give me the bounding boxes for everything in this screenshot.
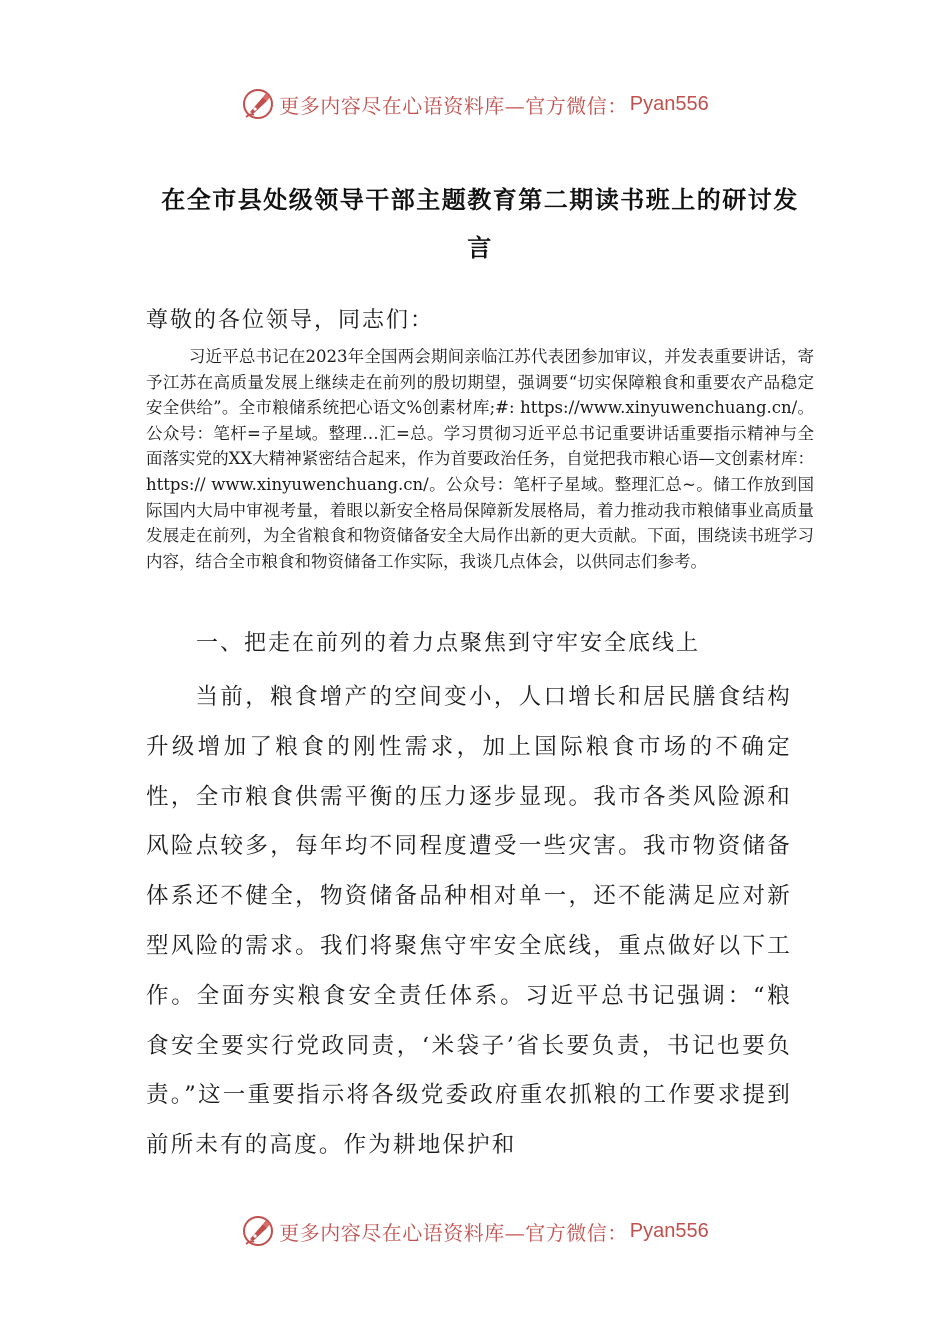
pen-nib-logo-icon (241, 87, 275, 121)
document-title: 在全市县处级领导干部主题教育第二期读书班上的研讨发言 (161, 186, 799, 262)
banner-wechat-id: Pyan556 (629, 92, 709, 115)
section-1-heading: 一、把走在前列的着力点聚焦到守牢安全底线上 (196, 631, 701, 656)
banner-text: 更多内容尽在心语资料库—官方微信： (279, 93, 628, 118)
salutation: 尊敬的各位领导，同志们： (146, 308, 435, 333)
section-1-body: 当前，粮食增产的空间变小，人口增长和居民膳食结构升级增加了粮食的刚性需求，加上国际粮食市场的不确定性，全市粮食供需平衡的压力逐步显现。我市各类风险源和风险点较多，每年均不同程度遭受一些灾害。我市物资储备体系还不健全，物资储备品种相对单一，还不能满足应对新型风险的需求。我们将聚焦守牢安全底线，重点做好以下工作。全面夯实粮食安全责任体系。习近平总书记强调：“粮食安全要实行党政同责，‘米袋子’省长要负责，书记也要负责。”这一重要指示将各级党委政府重农抓粮的工作要求提到前所未有的高度。作为耕地保护和 (146, 684, 792, 1159)
pen-nib-logo-icon (241, 1214, 275, 1248)
header-banner (0, 84, 950, 124)
footer-banner (0, 1211, 950, 1251)
intro-paragraph: 习近平总书记在2023年全国两会期间亲临江苏代表团参加审议，并发表重要讲话，寄予江苏在高质量发展上继续走在前列的殷切期望，强调要“切实保障粮食和重要农产品稳定安全供给”。全市粮储系统把心语文%创素材库;#: https://www.xinyuwenchuang.cn/。公众号：笔杆=子星域。整理…汇=总。学习贯彻习近平总书记重要讲话重要指示精神与全面落实党的XX大精神紧密结合起来，作为首要政治任务，自觉把我市粮心语—文创素材库：https:// www.xinyuwenchuang.cn/。公众号：笔杆子星域。整理汇总~。储工作放到国际国内大局中审视考量，着眼以新安全格局保障新发展格局，着力推动我市粮储事业高质量发展走在前列，为全省粮食和物资储备安全大局作出新的更大贡献。下面，围绕读书班学习内容，结合全市粮食和物资储备工作实际，我谈几点体会，以供同志们参考。 (146, 347, 814, 571)
banner-wechat-id: Pyan556 (629, 1219, 709, 1242)
banner-text: 更多内容尽在心语资料库—官方微信： (279, 1220, 628, 1245)
